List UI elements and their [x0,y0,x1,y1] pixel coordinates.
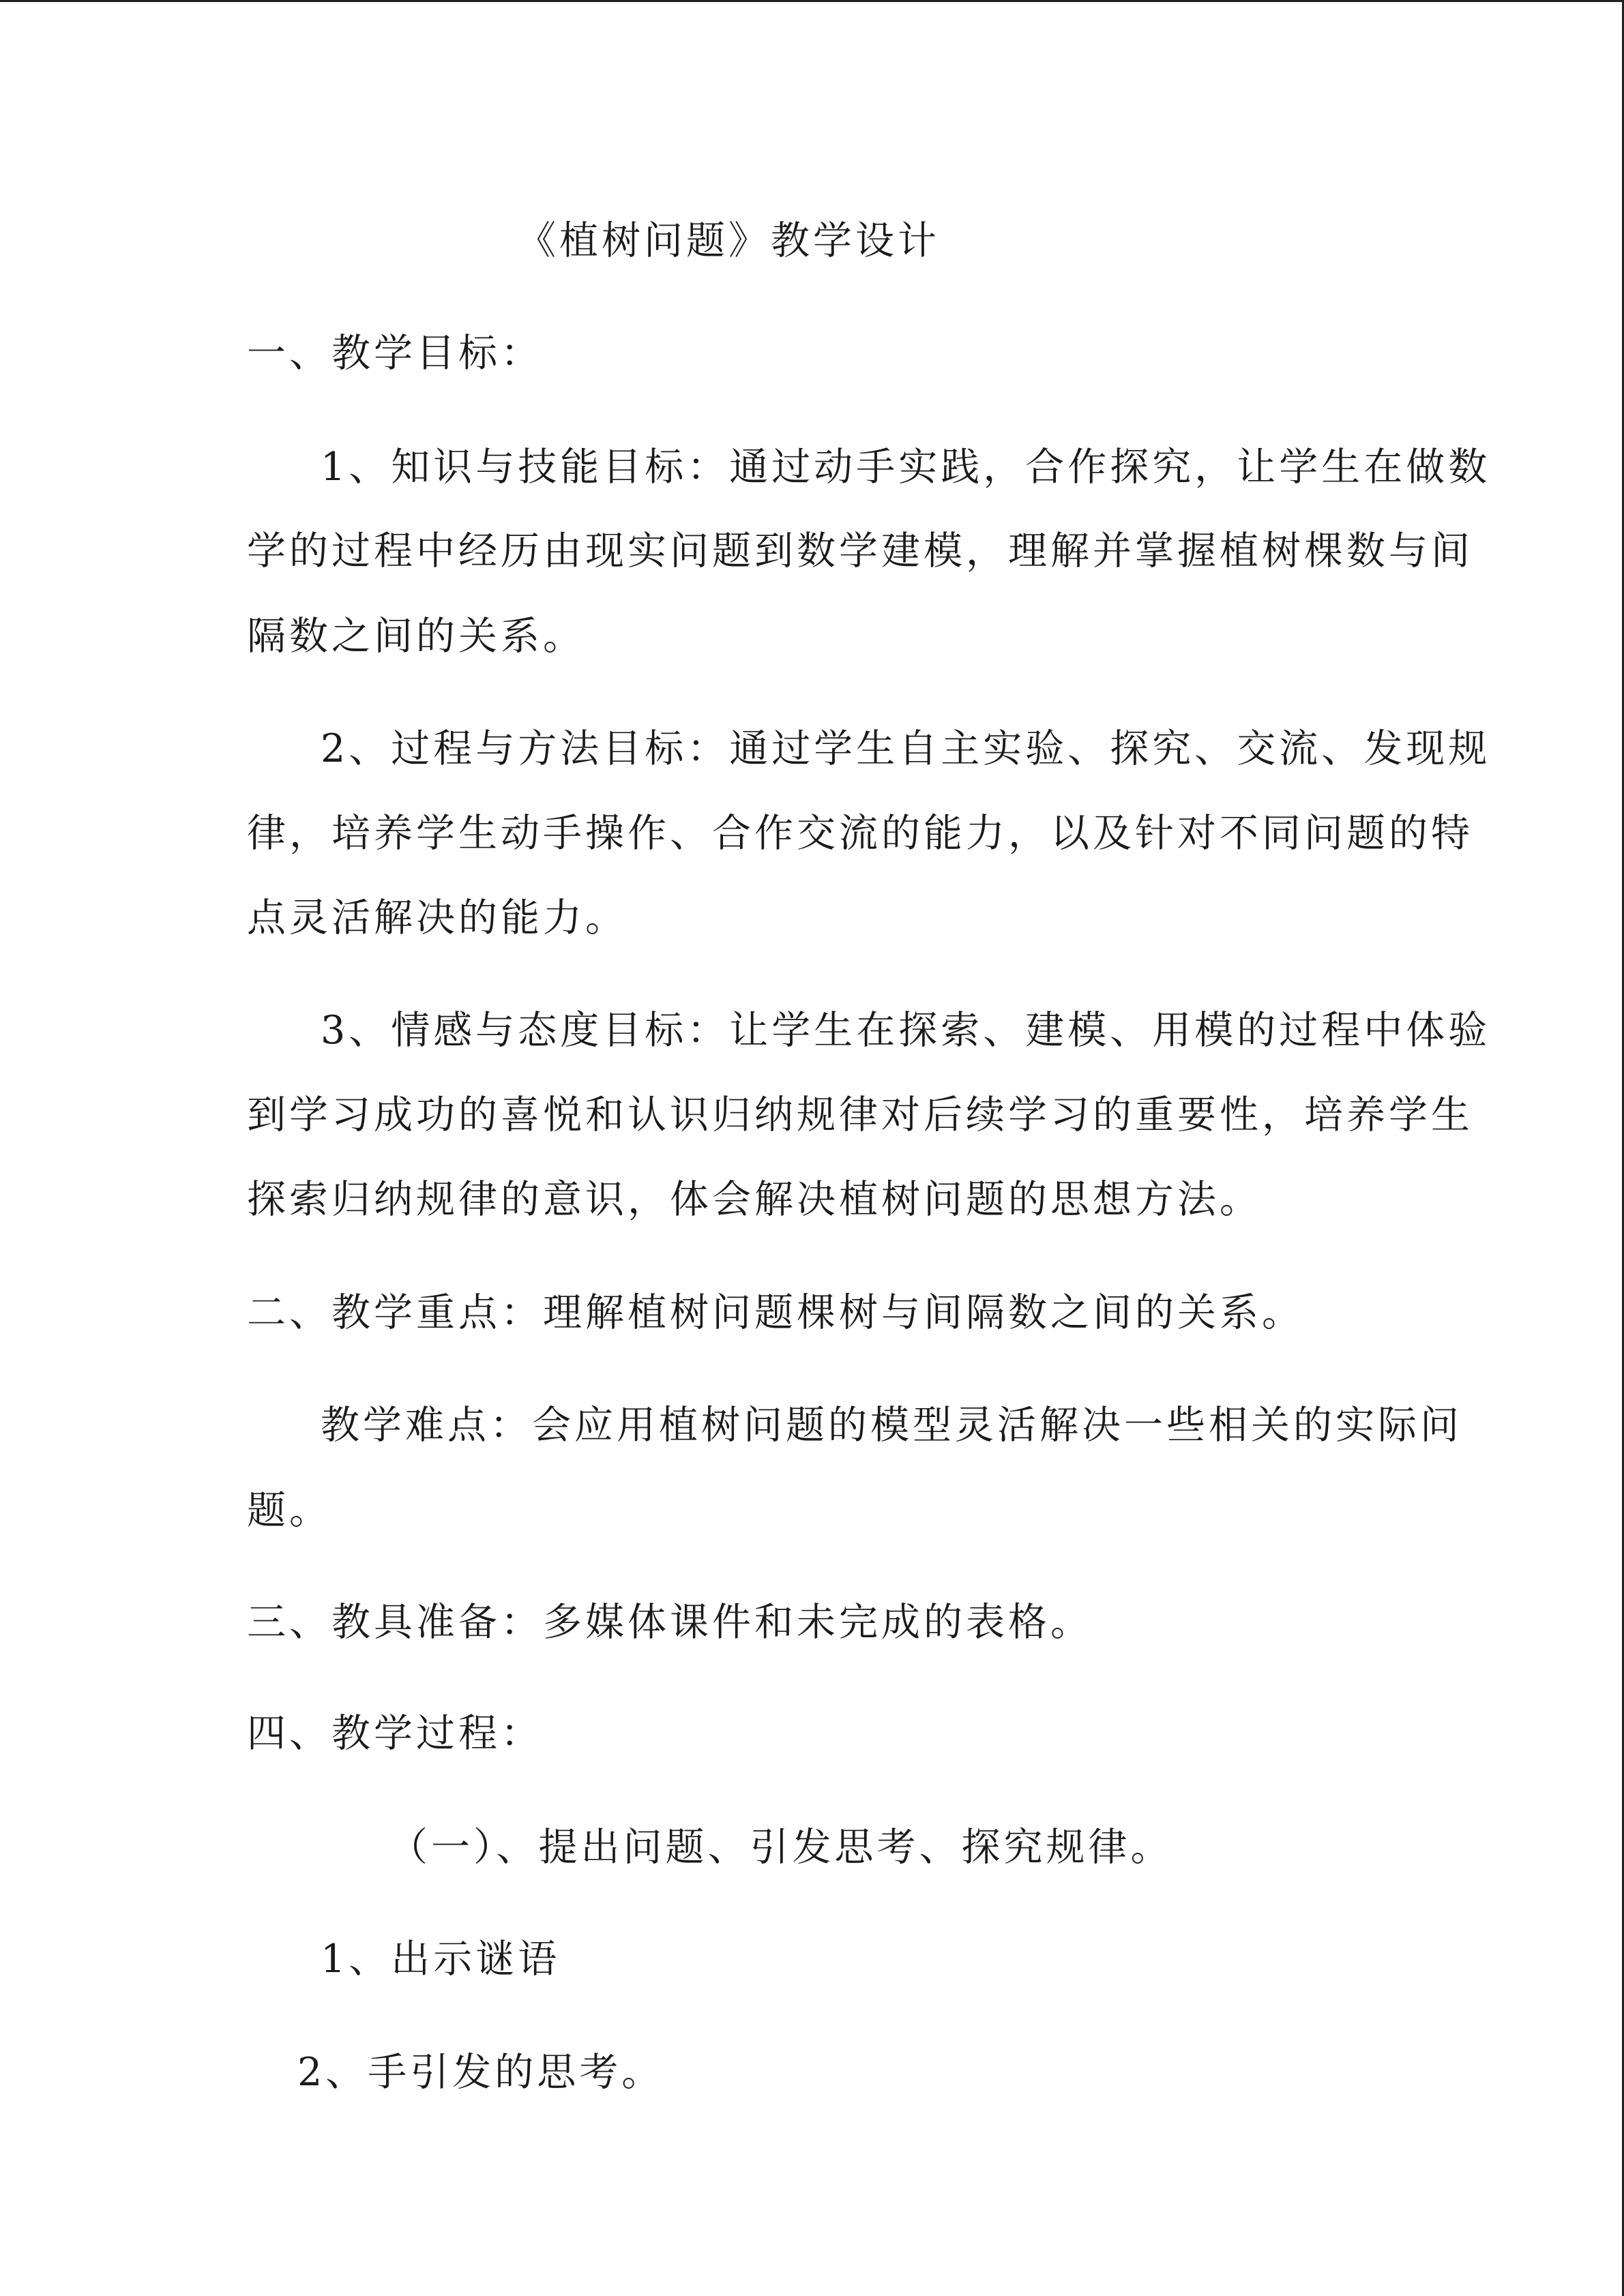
paragraph-line: 到学习成功的喜悦和认识归纳规律对后续学习的重要性，培养学生 [247,1092,1473,1137]
section-heading-key-points: 二、教学重点：理解植树问题棵树与间隔数之间的关系。 [247,1290,1304,1335]
paragraph-line: 1、知识与技能目标：通过动手实践，合作探究，让学生在做数 [321,445,1491,490]
page-border-top [0,0,1624,2]
paragraph-line: 2、过程与方法目标：通过学生自主实验、探究、交流、发现规 [321,726,1491,771]
paragraph-line: 律，培养学生动手操作、合作交流的能力，以及针对不同问题的特 [247,811,1473,856]
paragraph-line: 3、情感与态度目标：让学生在探索、建模、用模的过程中体验 [321,1008,1491,1053]
document-title: 《植树问题》教学设计 [517,218,940,263]
list-item: 1、出示谜语 [321,1937,561,1982]
paragraph-line: 点灵活解决的能力。 [247,895,628,940]
list-item: 2、手引发的思考。 [297,2050,664,2095]
paragraph-line: 隔数之间的关系。 [247,614,585,659]
paragraph-line: 教学难点：会应用植树问题的模型灵活解决一些相关的实际问 [321,1403,1462,1448]
subsection-heading: （一）、提出问题、引发思考、探究规律。 [389,1825,1173,1870]
section-heading-objectives: 一、教学目标： [247,331,543,376]
paragraph-line: 题。 [247,1488,331,1533]
paragraph-line: 探索归纳规律的意识，体会解决植树问题的思想方法。 [247,1177,1262,1222]
paragraph-line: 学的过程中经历由现实问题到数学建模，理解并掌握植树棵数与间 [247,528,1473,573]
section-heading-process: 四、教学过程： [247,1711,543,1756]
section-heading-materials: 三、教具准备：多媒体课件和未完成的表格。 [247,1600,1093,1645]
